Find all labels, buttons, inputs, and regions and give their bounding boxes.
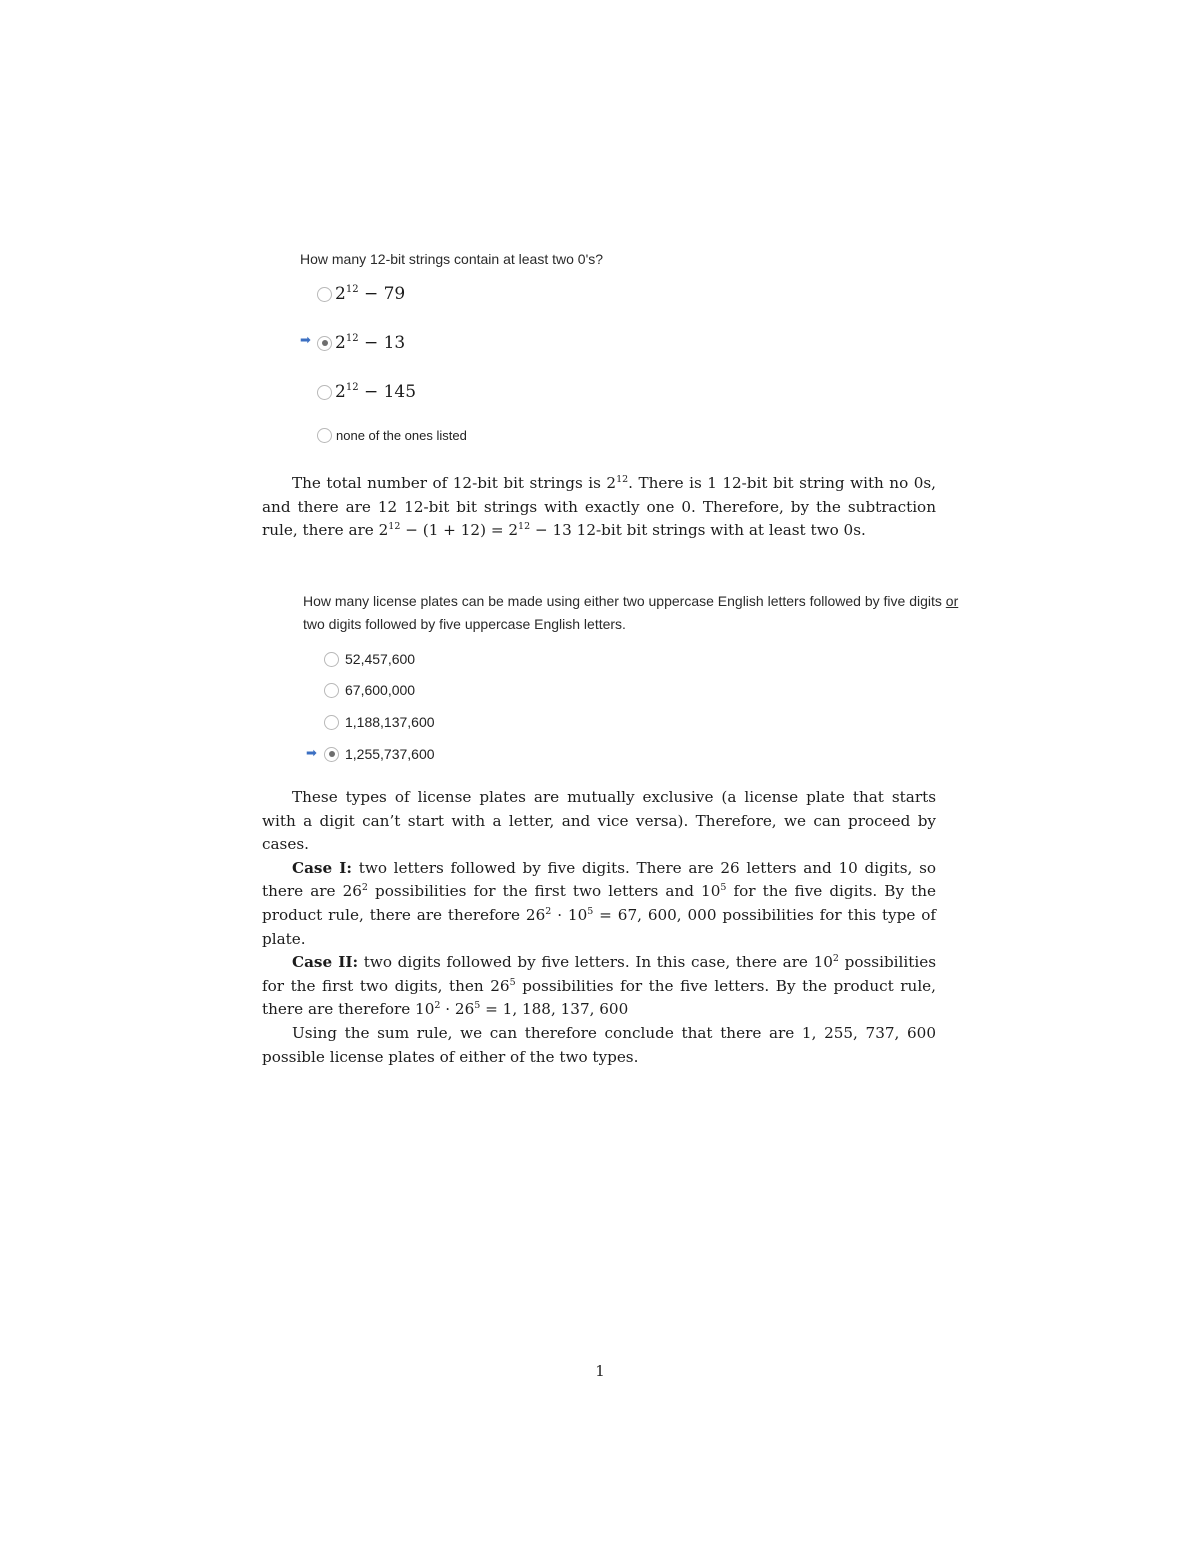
option-label: none of the ones listed xyxy=(336,428,467,443)
q1-option-2[interactable] xyxy=(317,333,405,353)
question-2 xyxy=(303,590,983,636)
option-label: 67,600,000 xyxy=(345,682,416,698)
explanation-2 xyxy=(262,786,936,1069)
option-math: $2^{12} - 145$ xyxy=(335,382,417,402)
radio-button[interactable] xyxy=(317,385,332,400)
radio-button[interactable] xyxy=(317,428,332,443)
answer-arrow-icon: ➡ xyxy=(306,746,317,761)
option-label: 1,255,737,600 xyxy=(345,746,435,762)
answer-arrow-icon: ➡ xyxy=(300,333,311,348)
q2-option-4[interactable] xyxy=(324,746,435,762)
explanation-2-case-1: Case I: two letters followed by five digits. There are 26 letters and 10 digits, so there are $26^2$ possibilities for the first two letters and $10^5$ for the five digits. By the product rule, there are therefore $26^2 \cdot 10^5 = 67$, 600, 000 possibilities for this type of plate. xyxy=(262,858,937,948)
explanation-1-paragraph: The total number of 12-bit bit strings is $2^{12}$. There is 1 12-bit bit string with no 0s, and there are 12 12-bit bit strings with exactly one 0. Therefore, by the subtraction rule, there are $2^{12} - (1 + 12) = 2^{12} - 13$ 12-bit bit strings with at least two 0s. xyxy=(262,474,936,540)
option-label: 1,188,137,600 xyxy=(345,714,435,730)
option-math: $2^{12} - 13$ xyxy=(335,333,406,353)
radio-button[interactable] xyxy=(317,287,332,302)
radio-button-selected[interactable] xyxy=(317,336,332,351)
explanation-1 xyxy=(262,472,936,543)
option-label: 52,457,600 xyxy=(345,651,416,667)
q2-option-1[interactable] xyxy=(324,651,415,667)
explanation-2-case-2: Case II: two digits followed by five letters. In this case, there are $10^2$ possibilities for the first two digits, then $26^5$ possibilities for the five letters. By the product rule, there are therefore $10^2 \cdot 26^5 = 1$, 188, 137, 600 xyxy=(262,953,936,1019)
explanation-2-intro: These types of license plates are mutually exclusive (a license plate that starts with a digit can’t start with a letter, and vice versa). Therefore, we can proceed by cases. xyxy=(262,788,936,854)
q1-option-1[interactable] xyxy=(317,284,405,304)
radio-button[interactable] xyxy=(324,652,339,667)
page-number: 1 xyxy=(595,1362,605,1380)
question-1 xyxy=(300,248,900,271)
radio-button[interactable] xyxy=(324,715,339,730)
q2-option-3[interactable] xyxy=(324,714,435,730)
question-2-prompt: How many license plates can be made using either two uppercase English letters followed by five digits or two digits followed by five uppercase English letters. xyxy=(303,593,959,632)
q1-option-3[interactable] xyxy=(317,382,416,402)
radio-button[interactable] xyxy=(324,683,339,698)
explanation-2-conclusion: Using the sum rule, we can therefore conclude that there are 1, 255, 737, 600 possible license plates of either of the two types. xyxy=(262,1023,936,1066)
question-1-prompt: How many 12-bit strings contain at least two 0's? xyxy=(300,251,604,267)
q1-option-4[interactable] xyxy=(317,428,467,443)
radio-button-selected[interactable] xyxy=(324,747,339,762)
q2-option-2[interactable] xyxy=(324,682,415,698)
option-math: $2^{12} - 79$ xyxy=(335,284,406,304)
